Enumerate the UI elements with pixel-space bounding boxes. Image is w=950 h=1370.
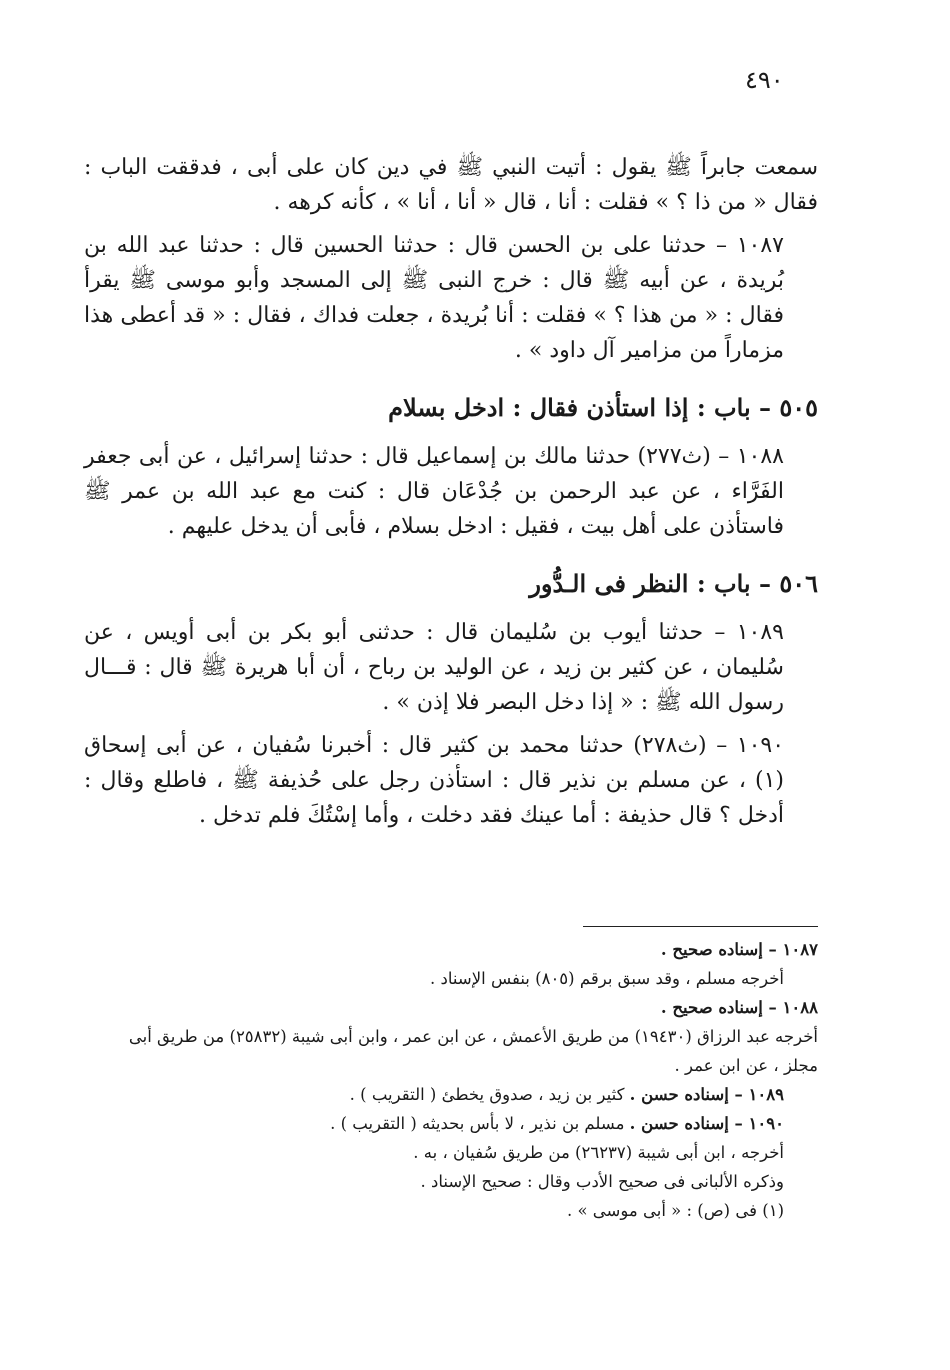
chapter-heading-505: ٥٠٥ – باب : إذا استأذن فقال : ادخل بسلام (388, 393, 818, 422)
hadith-1089: ١٠٨٩ – حدثنا أيوب بن سُليمان قال : حدثنى أبو بكر بن أبى أويس ، عن سُليمان ، عن كثير بن زيد ، عن الوليد بن رباح ، أن أبا هريرة ﷺ قال : قـــال رسول الله ﷺ : « إذا دخل البصر فلا إذن » . (84, 620, 784, 715)
chapter-heading-506: ٥٠٦ – باب : النظر فى الـدُّور (529, 569, 818, 598)
footnote-1090-text: مسلم بن نذير ، لا بأس بحديثه ( التقريب ) . (330, 1114, 625, 1133)
footnote-1087-text: أخرجه مسلم ، وقد سبق برقم (٨٠٥) بنفس الإسناد . (430, 969, 784, 988)
footnote-1089-text: كثير بن زيد ، صدوق يخطئ ( التقريب ) . (349, 1085, 625, 1104)
hadith-1090: ١٠٩٠ – (ث٢٧٨) حدثنا محمد بن كثير قال : أخبرنا سُفيان ، عن أبى إسحاق (١) ، عن مسلم بن نذير قال : استأذن رجل على حُذيفة ﷺ ، فاطلع وقال : أدخل ؟ قال حذيفة : أما عينك فقد دخلت ، وأما إسْتُكَ فلم تدخل . (84, 733, 785, 828)
footnotes (96, 935, 818, 1225)
page-number: ٤٩٠ (745, 66, 784, 94)
footnote-1089 (96, 1080, 818, 1109)
footnote-1090-line2: أخرجه ، ابن أبى شيبة (٢٦٢٣٧) من طريق سُفيان ، به . (413, 1143, 784, 1162)
main-text (84, 150, 818, 841)
footnote-1087-heading: ١٠٨٧ – إسناده صحيح . (660, 940, 818, 959)
footnote-1089-heading: ١٠٨٩ – إسناده حسن . (629, 1085, 784, 1104)
footnote-divider (583, 926, 818, 927)
footnote-1090-heading: ١٠٩٠ – إسناده حسن . (629, 1114, 784, 1133)
footnote-1090 (96, 1109, 818, 1138)
footnote-1088-text: أخرجه عبد الرزاق (١٩٤٣٠) من طريق الأعمش ، عن ابن عمر ، وابن أبى شيبة (٢٥٨٣٢) من طريق أبى مجلز ، عن ابن عمر . (128, 1027, 818, 1075)
footnote-1088-heading: ١٠٨٨ – إسناده صحيح . (660, 998, 818, 1017)
footnote-note-1: (١) فى (ص) : « أبى موسى » . (566, 1201, 784, 1220)
hadith-1088: ١٠٨٨ – (ث٢٧٧) حدثنا مالك بن إسماعيل قال : حدثنا إسرائيل ، عن أبى جعفر الفَرَّاء ، عن عبد الرحمن بن جُدْعَان قال : كنت مع عبد الله بن عمر ﷺ فاستأذن على أهل بيت ، فقيل : ادخل بسلام ، فأبى أن يدخل عليهم . (84, 444, 784, 539)
hadith-1087: ١٠٨٧ – حدثنا على بن الحسن قال : حدثنا الحسين قال : حدثنا عبد الله بن بُريدة ، عن أبيه ﷺ قال : خرج النبى ﷺ إلى المسجد وأبو موسى ﷺ يقرأ فقال : « من هذا ؟ » فقلت : أنا بُريدة ، جعلت فداك ، فقال : « قد أعطى هذا مزماراً من مزامير آل داود » . (84, 233, 784, 363)
footnote-1090-line3: وذكره الألبانى فى صحيح الأدب وقال : صحيح الإسناد . (420, 1172, 784, 1191)
paragraph-intro: سمعت جابراً ﷺ يقول : أتيت النبي ﷺ في دين كان على أبى ، فدققت الباب : فقال « من ذا ؟ » فقلت : أنا ، قال « أنا ، أنا » ، كأنه كرهه . (84, 155, 818, 215)
